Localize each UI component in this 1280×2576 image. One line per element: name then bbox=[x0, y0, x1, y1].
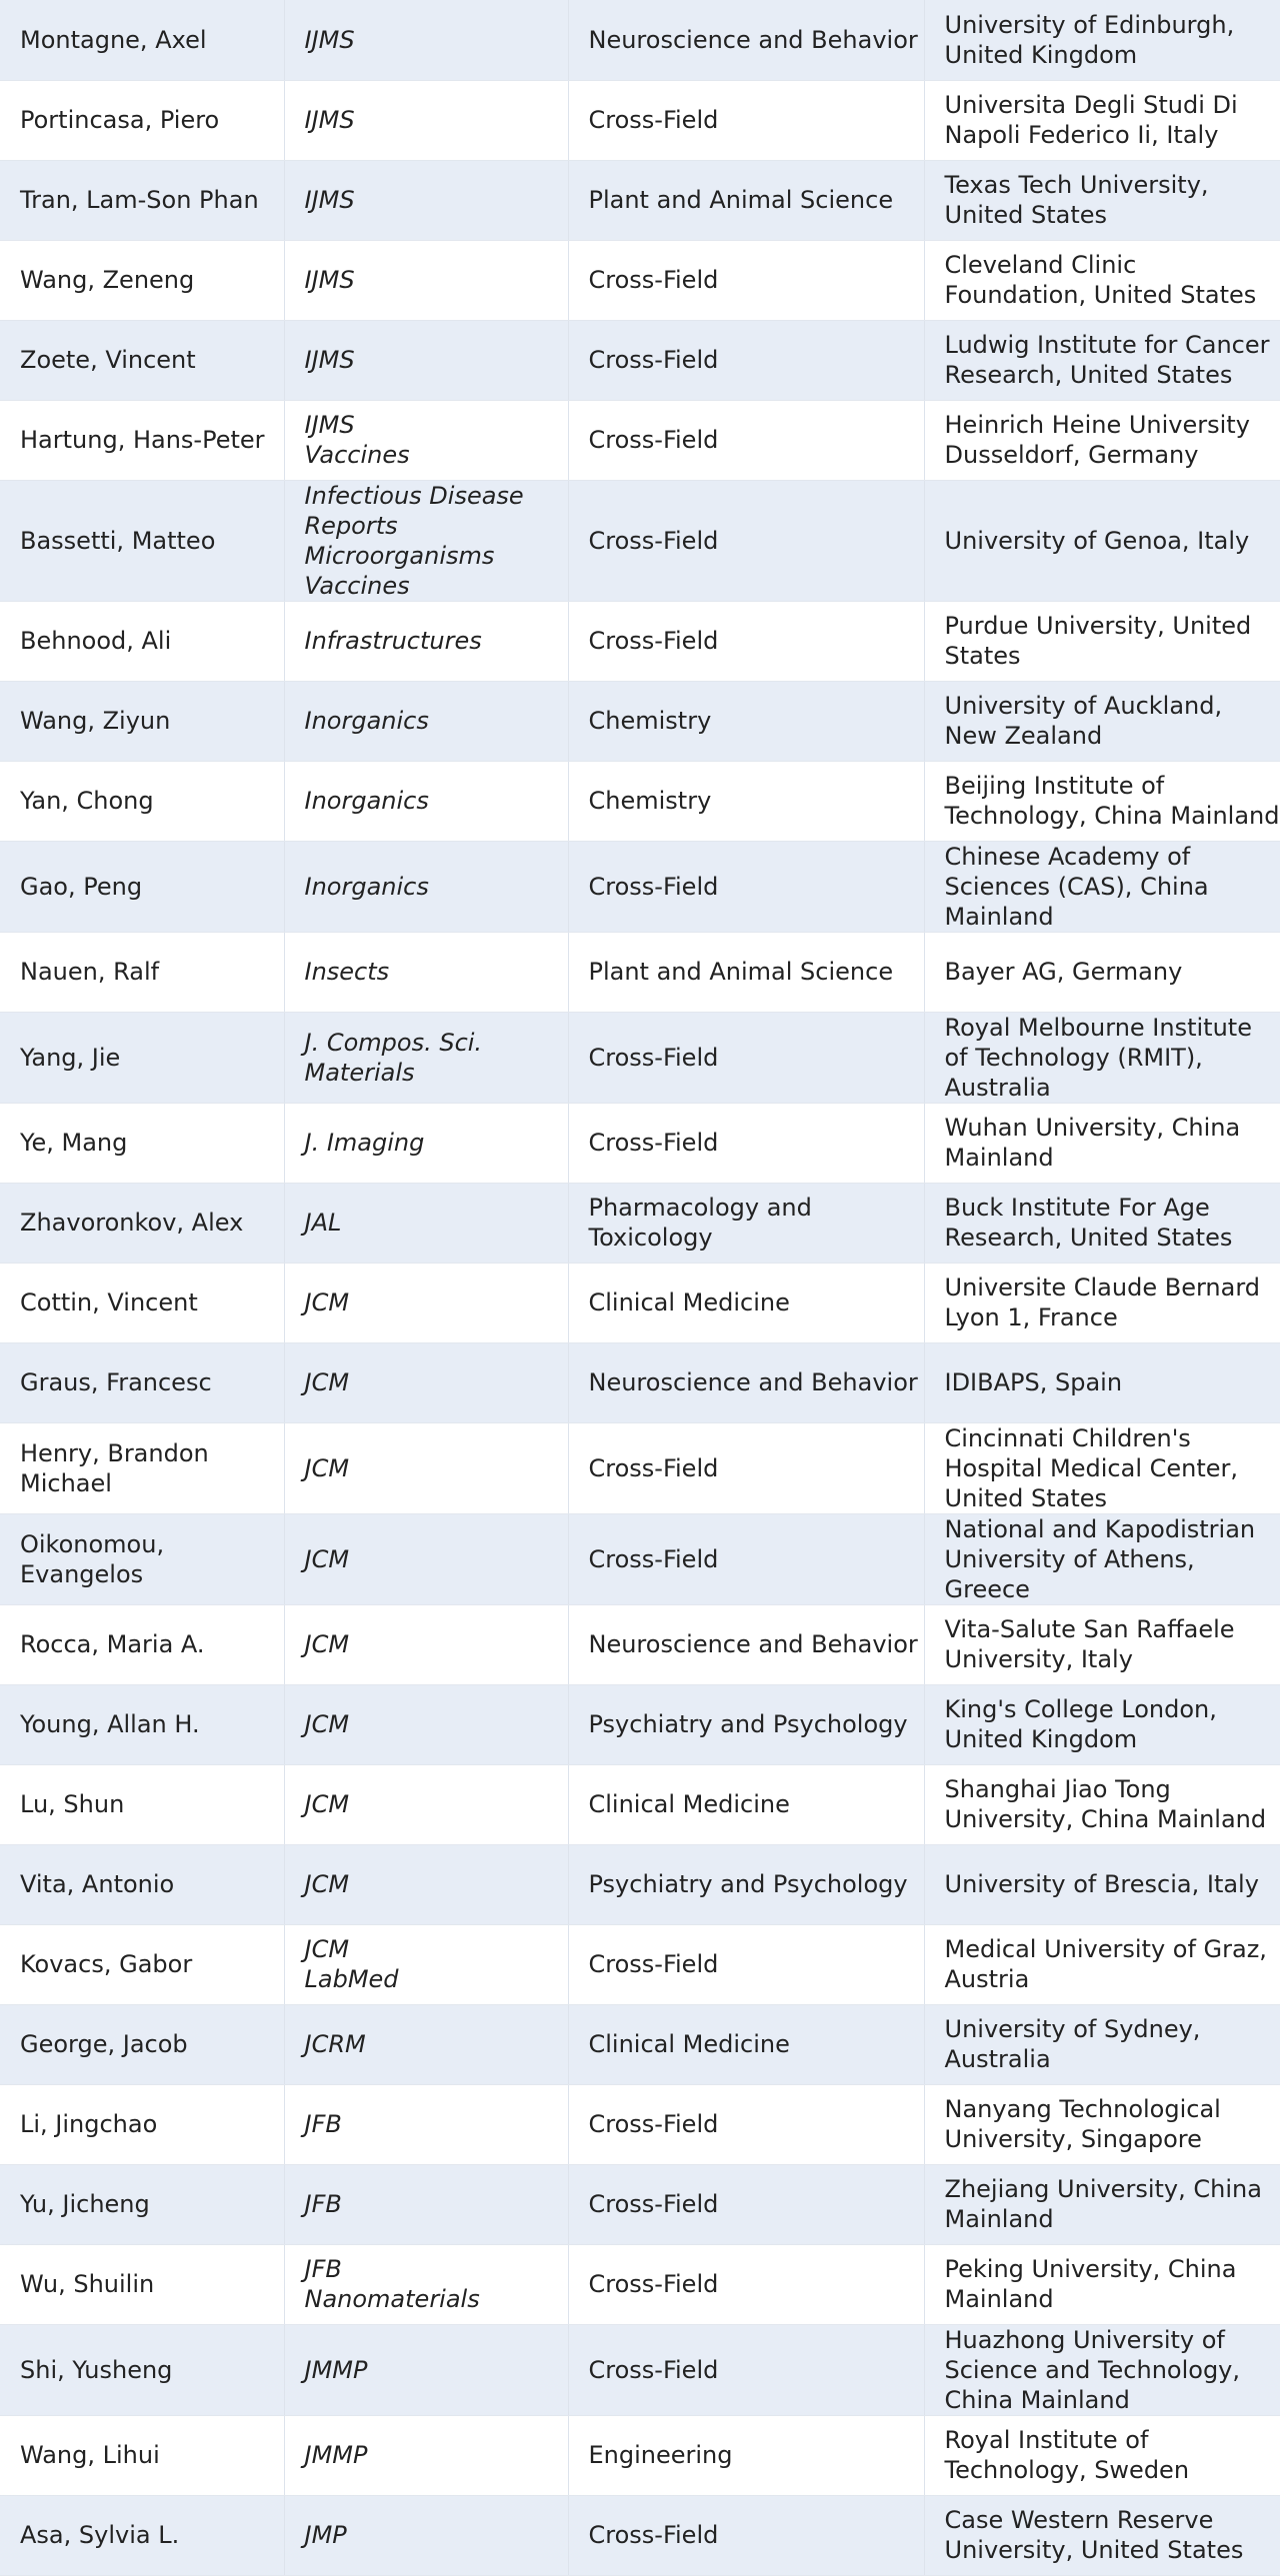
journal-cell bbox=[284, 0, 568, 80]
journal-name: IJMS bbox=[304, 411, 355, 439]
research-field-cell: Chemistry bbox=[568, 681, 924, 761]
journal-name: Inorganics bbox=[304, 872, 429, 901]
table-row bbox=[0, 681, 1280, 761]
institution-cell: Buck Institute For Age Research, United States bbox=[924, 1183, 1280, 1263]
research-field-cell: Neuroscience and Behavior bbox=[568, 1604, 924, 1684]
institution-cell: Royal Institute of Technology, Sweden bbox=[924, 2415, 1280, 2495]
institution-cell: Bayer AG, Germany bbox=[924, 932, 1280, 1012]
journal-cell bbox=[284, 601, 568, 681]
journal-name: Materials bbox=[304, 1058, 415, 1087]
journal-name: JFB bbox=[304, 2255, 342, 2283]
table-row bbox=[0, 2084, 1280, 2164]
journal-name: Inorganics bbox=[304, 787, 429, 815]
journal-name: Microorganisms bbox=[304, 541, 495, 570]
table-row bbox=[0, 2495, 1280, 2575]
institution-cell: Vita-Salute San Raffaele University, Italy bbox=[924, 1604, 1280, 1684]
table-row bbox=[0, 480, 1280, 601]
journal-cell bbox=[284, 1342, 568, 1422]
journal-name: Vaccines bbox=[304, 571, 410, 600]
table-row bbox=[0, 932, 1280, 1012]
researcher-name-cell: Hartung, Hans-Peter bbox=[0, 400, 284, 480]
table-row bbox=[0, 2244, 1280, 2324]
table-row bbox=[0, 841, 1280, 932]
research-field-cell: Neuroscience and Behavior bbox=[568, 0, 924, 80]
institution-cell: King's College London, United Kingdom bbox=[924, 1684, 1280, 1764]
researcher-name-cell: Vita, Antonio bbox=[0, 1844, 284, 1924]
journal-cell bbox=[284, 2495, 568, 2575]
researcher-name-cell: Bassetti, Matteo bbox=[0, 480, 284, 601]
table-row bbox=[0, 1604, 1280, 1684]
research-field-cell: Cross-Field bbox=[568, 1924, 924, 2004]
research-field-cell: Cross-Field bbox=[568, 240, 924, 320]
researcher-name-cell: Yan, Chong bbox=[0, 761, 284, 841]
research-field-cell: Psychiatry and Psychology bbox=[568, 1844, 924, 1924]
institution-cell: Case Western Reserve University, United States bbox=[924, 2495, 1280, 2575]
journal-cell bbox=[284, 2244, 568, 2324]
journal-cell bbox=[284, 681, 568, 761]
table-row bbox=[0, 2415, 1280, 2495]
institution-cell: University of Auckland, New Zealand bbox=[924, 681, 1280, 761]
journal-cell bbox=[284, 841, 568, 932]
table-row bbox=[0, 1684, 1280, 1764]
journal-cell bbox=[284, 1263, 568, 1342]
researcher-name-cell: George, Jacob bbox=[0, 2004, 284, 2084]
researcher-name-cell: Yang, Jie bbox=[0, 1012, 284, 1103]
researcher-name-cell: Yu, Jicheng bbox=[0, 2164, 284, 2244]
table-row bbox=[0, 601, 1280, 681]
institution-cell: Huazhong University of Science and Technology, China Mainland bbox=[924, 2324, 1280, 2415]
journal-cell bbox=[284, 1764, 568, 1844]
research-field-cell: Cross-Field bbox=[568, 2495, 924, 2575]
table-row bbox=[0, 1764, 1280, 1844]
institution-cell: Texas Tech University, United States bbox=[924, 160, 1280, 240]
journal-name: JFB bbox=[304, 2110, 342, 2138]
institution-cell: IDIBAPS, Spain bbox=[924, 1342, 1280, 1422]
journal-cell bbox=[284, 320, 568, 400]
journal-cell bbox=[284, 2004, 568, 2084]
journal-name: JFB bbox=[304, 2190, 342, 2218]
table-row bbox=[0, 1513, 1280, 1604]
researcher-name-cell: Henry, Brandon Michael bbox=[0, 1422, 284, 1513]
journal-cell bbox=[284, 400, 568, 480]
institution-cell: Cincinnati Children's Hospital Medical Center, United States bbox=[924, 1422, 1280, 1513]
journal-name: JCRM bbox=[304, 2030, 366, 2058]
institution-cell: Shanghai Jiao Tong University, China Mainland bbox=[924, 1764, 1280, 1844]
institution-cell: Chinese Academy of Sciences (CAS), China Mainland bbox=[924, 841, 1280, 932]
institution-cell: Royal Melbourne Institute of Technology (RMIT), Australia bbox=[924, 1012, 1280, 1103]
journal-name: J. Imaging bbox=[304, 1129, 425, 1157]
research-field-cell: Cross-Field bbox=[568, 80, 924, 160]
institution-cell: Heinrich Heine University Dusseldorf, Germany bbox=[924, 400, 1280, 480]
table-row bbox=[0, 1844, 1280, 1924]
journal-cell bbox=[284, 2164, 568, 2244]
researcher-name-cell: Lu, Shun bbox=[0, 1764, 284, 1844]
journal-cell bbox=[284, 160, 568, 240]
table-row bbox=[0, 2164, 1280, 2244]
journal-cell bbox=[284, 1103, 568, 1183]
institution-cell: Medical University of Graz, Austria bbox=[924, 1924, 1280, 2004]
journal-name: JCM bbox=[304, 1288, 350, 1316]
journal-cell bbox=[284, 1012, 568, 1103]
journal-name: J. Compos. Sci. bbox=[304, 1028, 483, 1057]
researcher-name-cell: Cottin, Vincent bbox=[0, 1263, 284, 1342]
institution-cell: Universite Claude Bernard Lyon 1, France bbox=[924, 1263, 1280, 1342]
institution-cell: Universita Degli Studi Di Napoli Federico Ii, Italy bbox=[924, 80, 1280, 160]
table-row bbox=[0, 160, 1280, 240]
researcher-name-cell: Portincasa, Piero bbox=[0, 80, 284, 160]
researcher-name-cell: Wang, Ziyun bbox=[0, 681, 284, 761]
journal-name: IJMS bbox=[304, 25, 355, 54]
table-row bbox=[0, 80, 1280, 160]
researcher-name-cell: Behnood, Ali bbox=[0, 601, 284, 681]
journal-name: Infrastructures bbox=[304, 627, 482, 655]
journal-name: JAL bbox=[304, 1209, 342, 1237]
researcher-name-cell: Shi, Yusheng bbox=[0, 2324, 284, 2415]
journal-cell bbox=[284, 1422, 568, 1513]
research-field-cell: Plant and Animal Science bbox=[568, 932, 924, 1012]
researcher-name-cell: Li, Jingchao bbox=[0, 2084, 284, 2164]
research-field-cell: Cross-Field bbox=[568, 1513, 924, 1604]
institution-cell: University of Sydney, Australia bbox=[924, 2004, 1280, 2084]
research-field-cell: Clinical Medicine bbox=[568, 2004, 924, 2084]
table-row bbox=[0, 400, 1280, 480]
research-field-cell: Psychiatry and Psychology bbox=[568, 1684, 924, 1764]
journal-name: IJMS bbox=[304, 106, 355, 134]
research-field-cell: Pharmacology and Toxicology bbox=[568, 1183, 924, 1263]
journal-name: JCM bbox=[304, 1790, 350, 1818]
journal-name: IJMS bbox=[304, 346, 355, 374]
institution-cell: Peking University, China Mainland bbox=[924, 2244, 1280, 2324]
journal-name: Infectious Disease Reports bbox=[304, 481, 524, 540]
journal-cell bbox=[284, 480, 568, 601]
institution-cell: Beijing Institute of Technology, China Mainland bbox=[924, 761, 1280, 841]
institution-cell: National and Kapodistrian University of Athens, Greece bbox=[924, 1513, 1280, 1604]
journal-cell bbox=[284, 932, 568, 1012]
institution-cell: University of Genoa, Italy bbox=[924, 480, 1280, 601]
researcher-name-cell: Tran, Lam-Son Phan bbox=[0, 160, 284, 240]
research-field-cell: Cross-Field bbox=[568, 400, 924, 480]
table-row bbox=[0, 1103, 1280, 1183]
table-row bbox=[0, 1924, 1280, 2004]
researcher-name-cell: Wang, Zeneng bbox=[0, 240, 284, 320]
research-field-cell: Cross-Field bbox=[568, 1103, 924, 1183]
table-row bbox=[0, 1342, 1280, 1422]
journal-name: LabMed bbox=[304, 1965, 399, 1993]
journal-name: JCM bbox=[304, 1544, 350, 1573]
institution-cell: Wuhan University, China Mainland bbox=[924, 1103, 1280, 1183]
researcher-name-cell: Asa, Sylvia L. bbox=[0, 2495, 284, 2575]
researcher-name-cell: Wang, Lihui bbox=[0, 2415, 284, 2495]
journal-cell bbox=[284, 761, 568, 841]
researcher-name-cell: Graus, Francesc bbox=[0, 1342, 284, 1422]
researcher-name-cell: Kovacs, Gabor bbox=[0, 1924, 284, 2004]
journal-name: IJMS bbox=[304, 266, 355, 294]
research-field-cell: Clinical Medicine bbox=[568, 1764, 924, 1844]
institution-cell: Cleveland Clinic Foundation, United States bbox=[924, 240, 1280, 320]
table-row bbox=[0, 1183, 1280, 1263]
researcher-name-cell: Gao, Peng bbox=[0, 841, 284, 932]
journal-name: IJMS bbox=[304, 186, 355, 214]
researcher-name-cell: Oikonomou, Evangelos bbox=[0, 1513, 284, 1604]
research-field-cell: Cross-Field bbox=[568, 2324, 924, 2415]
researcher-name-cell: Zhavoronkov, Alex bbox=[0, 1183, 284, 1263]
table-row bbox=[0, 2324, 1280, 2415]
journal-name: JMMP bbox=[304, 2355, 368, 2384]
journal-name: JCM bbox=[304, 1710, 350, 1738]
research-field-cell: Cross-Field bbox=[568, 1422, 924, 1513]
journal-name: JMMP bbox=[304, 2441, 368, 2469]
researcher-name-cell: Zoete, Vincent bbox=[0, 320, 284, 400]
research-field-cell: Cross-Field bbox=[568, 601, 924, 681]
journal-cell bbox=[284, 1513, 568, 1604]
journal-cell bbox=[284, 2324, 568, 2415]
research-field-cell: Engineering bbox=[568, 2415, 924, 2495]
table-row bbox=[0, 2004, 1280, 2084]
journal-name: JMP bbox=[304, 2521, 347, 2549]
institution-cell: Zhejiang University, China Mainland bbox=[924, 2164, 1280, 2244]
researcher-name-cell: Ye, Mang bbox=[0, 1103, 284, 1183]
journal-cell bbox=[284, 1604, 568, 1684]
research-field-cell: Chemistry bbox=[568, 761, 924, 841]
researcher-name-cell: Rocca, Maria A. bbox=[0, 1604, 284, 1684]
journal-name: Inorganics bbox=[304, 707, 429, 735]
journal-cell bbox=[284, 1684, 568, 1764]
journal-name: Insects bbox=[304, 958, 390, 986]
researcher-name-cell: Nauen, Ralf bbox=[0, 932, 284, 1012]
journal-cell bbox=[284, 1183, 568, 1263]
research-field-cell: Cross-Field bbox=[568, 2244, 924, 2324]
table-row bbox=[0, 0, 1280, 80]
institution-cell: University of Brescia, Italy bbox=[924, 1844, 1280, 1924]
journal-name: JCM bbox=[304, 1870, 350, 1898]
research-field-cell: Neuroscience and Behavior bbox=[568, 1342, 924, 1422]
research-field-cell: Clinical Medicine bbox=[568, 1263, 924, 1342]
institution-cell: University of Edinburgh, United Kingdom bbox=[924, 0, 1280, 80]
journal-cell bbox=[284, 2084, 568, 2164]
journal-cell bbox=[284, 240, 568, 320]
journal-name: JCM bbox=[304, 1368, 350, 1396]
journal-name: JCM bbox=[304, 1453, 350, 1482]
table-row bbox=[0, 320, 1280, 400]
journal-name: JCM bbox=[304, 1630, 350, 1658]
table-row bbox=[0, 1263, 1280, 1342]
research-field-cell: Plant and Animal Science bbox=[568, 160, 924, 240]
journal-name: JCM bbox=[304, 1935, 350, 1963]
journal-cell bbox=[284, 1924, 568, 2004]
institution-cell: Purdue University, United States bbox=[924, 601, 1280, 681]
research-field-cell: Cross-Field bbox=[568, 841, 924, 932]
researcher-name-cell: Montagne, Axel bbox=[0, 0, 284, 80]
table-row bbox=[0, 1012, 1280, 1103]
researcher-name-cell: Young, Allan H. bbox=[0, 1684, 284, 1764]
research-field-cell: Cross-Field bbox=[568, 2164, 924, 2244]
table-row bbox=[0, 240, 1280, 320]
journal-name: Vaccines bbox=[304, 441, 410, 469]
institution-cell: Ludwig Institute for Cancer Research, United States bbox=[924, 320, 1280, 400]
institution-cell: Nanyang Technological University, Singapore bbox=[924, 2084, 1280, 2164]
research-field-cell: Cross-Field bbox=[568, 2084, 924, 2164]
research-field-cell: Cross-Field bbox=[568, 1012, 924, 1103]
journal-cell bbox=[284, 80, 568, 160]
journal-cell bbox=[284, 1844, 568, 1924]
researcher-name-cell: Wu, Shuilin bbox=[0, 2244, 284, 2324]
journal-name: Nanomaterials bbox=[304, 2285, 480, 2313]
research-field-cell: Cross-Field bbox=[568, 320, 924, 400]
table-row bbox=[0, 761, 1280, 841]
table-row bbox=[0, 1422, 1280, 1513]
research-field-cell: Cross-Field bbox=[568, 480, 924, 601]
journal-cell bbox=[284, 2415, 568, 2495]
